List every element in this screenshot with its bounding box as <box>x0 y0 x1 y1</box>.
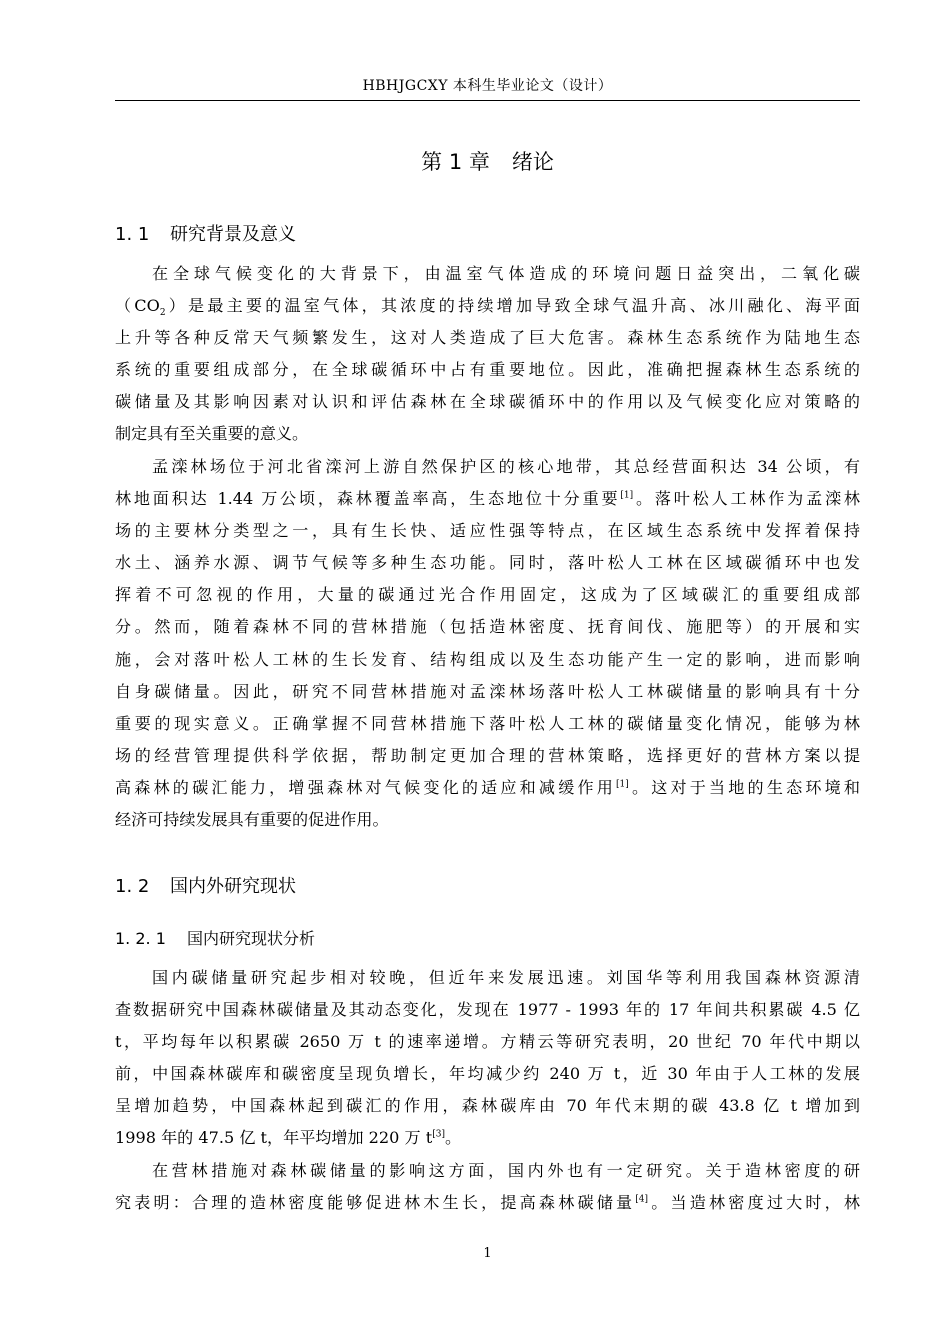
subsection-heading-1-2-1 <box>115 926 315 952</box>
paragraph-domestic-2 <box>115 1155 860 1219</box>
text-line: 呈增加趋势，中国森林起到碳汇的作用，森林碳库由 70 年代末期的碳 43.8 亿 t 增加到 <box>115 1096 860 1116</box>
subsection-number: 1. 2. 1 <box>115 929 166 948</box>
text-line: 挥着不可忽视的作用，大量的碳通过光合作用固定，这成为了区域碳汇的重要组成部 <box>115 585 860 605</box>
text-line: 重要的现实意义。正确掌握不同营林措施下落叶松人工林的碳储量变化情况，能够为林 <box>115 713 860 733</box>
citation: [3] <box>432 1130 445 1141</box>
section-title: 国内外研究现状 <box>170 876 296 897</box>
section-heading-1-2 <box>115 873 296 901</box>
text-line: 碳储量及其影响因素对认识和评估森林在全球碳循环中的作用以及气候变化应对策略的 <box>115 392 860 412</box>
subscript: 2 <box>159 308 166 319</box>
text-line: 在全球气候变化的大背景下，由温室气体造成的环境问题日益突出，二氧化碳 <box>152 264 860 283</box>
text-line: 上升等各种反常天气频繁发生，这对人类造成了巨大危害。森林生态系统作为陆地生态 <box>115 328 860 348</box>
paragraph-background-1 <box>115 258 860 451</box>
subsection-title: 国内研究现状分析 <box>187 929 316 948</box>
citation: [4] <box>635 1194 649 1205</box>
text-line: 分。然而，随着森林不同的营林措施（包括造林密度、抚育间伐、施肥等）的开展和实 <box>115 617 860 637</box>
section-heading-1-1 <box>115 221 296 249</box>
running-header: HBHJGCXY 本科生毕业论文（设计） <box>362 78 613 94</box>
text-line: 水土、涵养水源、调节气候等多种生态功能。同时，落叶松人工林在区域碳循环中也发 <box>115 553 860 573</box>
text-line: 查数据研究中国森林碳储量及其动态变化，发现在 1977 - 1993 年的 17 年间共积累碳 4.5 亿 <box>115 1000 860 1020</box>
section-number: 1. 2 <box>115 876 150 897</box>
paragraph-domestic-1 <box>115 962 860 1155</box>
page-number: 1 <box>483 1246 492 1261</box>
text-line: 前，中国森林碳库和碳密度呈现负增长，年均减少约 240 万 t，近 30 年由于人工林的发展 <box>115 1064 860 1084</box>
citation: [1] <box>620 490 634 501</box>
chapter-heading <box>115 146 860 178</box>
text-line: 经济可持续发展具有重要的促进作用。 <box>115 810 389 830</box>
text-line: t，平均每年以积累碳 2650 万 t 的速率递增。方精云等研究表明，20 世纪 70 年代中期以 <box>115 1032 860 1052</box>
text-line: 孟滦林场位于河北省滦河上游自然保护区的核心地带，其总经营面积达 34 公顷，有 <box>152 457 860 476</box>
text-line: 高森林的碳汇能力，增强森林对气候变化的适应和减缓作用[1]。这对于当地的生态环境和 <box>115 777 861 797</box>
text-line: 场的经营管理提供科学依据，帮助制定更加合理的营林策略，选择更好的营林方案以提 <box>115 745 860 765</box>
text-line: 场的主要林分类型之一，具有生长快、适应性强等特点，在区域生态系统中发挥着保持 <box>115 521 860 541</box>
text-line: $(CO_2)$是最主要的温室气体，其浓度的持续增加导致全球气温升高、冰川融化、海平面 <box>115 296 861 319</box>
chapter-title: 绪论 <box>511 150 554 174</box>
chapter-number: 第 1 章 <box>421 150 490 174</box>
section-number: 1. 1 <box>115 224 150 245</box>
text-line: 制定具有至关重要的意义。 <box>115 424 309 444</box>
text-line: 国内碳储量研究起步相对较晚，但近年来发展迅速。刘国华等利用我国森林资源清 <box>152 968 860 987</box>
citation: [1] <box>616 779 629 790</box>
section-title: 研究背景及意义 <box>170 224 296 245</box>
text-line: 在营林措施对森林碳储量的影响这方面，国内外也有一定研究。关于造林密度的研 <box>152 1161 860 1180</box>
text-line: 施，会对落叶松人工林的生长发育、结构组成以及生态功能产生一定的影响，进而影响 <box>115 649 860 669</box>
text-line: 林地面积达 1.44 万公顷，森林覆盖率高，生态地位十分重要[1]。落叶松人工林作为孟滦林 <box>115 489 860 509</box>
text-line: 系统的重要组成部分，在全球碳循环中占有重要地位。因此，准确把握森林生态系统的 <box>115 360 860 380</box>
text-line: 1998 年的 47.5 亿 t，年平均增加 220 万 t[3]。 <box>115 1128 462 1148</box>
text-line: 自身碳储量。因此，研究不同营林措施对孟滦林场落叶松人工林碳储量的影响具有十分 <box>115 681 860 701</box>
paragraph-background-2 <box>115 451 860 836</box>
text-line: 究表明：合理的造林密度能够促进林木生长，提高森林碳储量[4]。当造林密度过大时，林 <box>115 1193 861 1213</box>
header-rule <box>115 100 860 101</box>
